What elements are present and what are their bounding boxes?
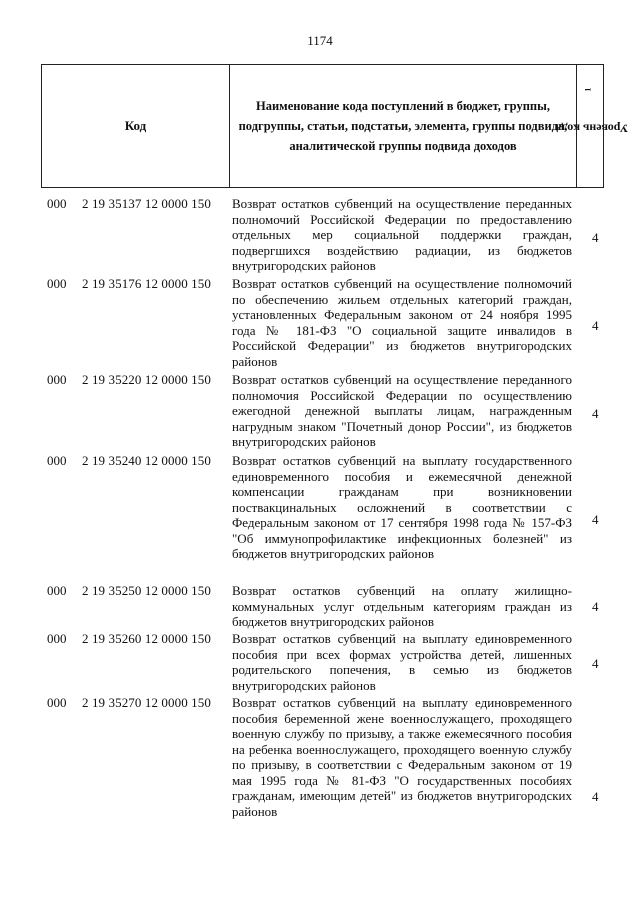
row-prefix: 000 [47,583,67,598]
row-prefix: 000 [47,372,67,387]
header-name: Наименование кода поступлений в бюджет, группы, подгруппы, статьи, подстатьи, элемента, группы подвида, аналитической группы подвида доходов [238,99,568,153]
header-level-text: Уровень кода [555,121,628,136]
row-code: 2 19 35176 12 0000 150 [82,276,211,291]
row-code: 2 19 35240 12 0000 150 [82,453,211,468]
row-name: Возврат остатков субвенций на выплату единовременного пособия при всех формах устройства детей, лишенных родительского попечения, в семью из бюджетов внутригородских районов [232,631,572,693]
row-name: Возврат остатков субвенций на осуществление полномочий по обеспечению жильем отдельных категорий граждан, установленных Федеральным законом от 24 ноября 1995 года № 181-ФЗ "О социальной защите инвалидов в Российской Федерации" из бюджетов внутригородских районов [232,276,572,369]
table-header [41,64,628,188]
header-code: Код [124,118,147,133]
column-divider [229,65,230,187]
row-code: 2 19 35220 12 0000 150 [82,372,211,387]
row-prefix: 000 [47,453,67,468]
row-level: 4 [592,789,599,804]
row-name: Возврат остатков субвенций на осуществление переданных полномочий Российской Федерации по предоставлению отдельных мер социальной поддержки граждан, подвергшихся воздействию радиации, из бюджетов внутригородских районов [232,196,572,273]
row-name: Возврат остатков субвенций на осуществление переданного полномочия Российской Федерации по осуществлению ежегодной денежной выплаты лицам, награжденным нагрудным знаком "Почетный донор России", из бюджетов внутригородских районов [232,372,572,449]
row-level: 4 [592,599,599,614]
row-code: 2 19 35137 12 0000 150 [82,196,211,211]
row-prefix: 000 [47,695,67,710]
row-prefix: 000 [47,196,67,211]
row-name: Возврат остатков субвенций на выплату единовременного пособия беременной жене военнослужащего, проходящего военную службу по призыву, а также ежемесячного пособия на ребенка военнослужащего, проходящего военную службу по призыву, в соответствии с Федеральным законом от 19 мая 1995 года № 81-ФЗ "О государственных пособиях гражданам, имеющим детей" из бюджетов внутригородских районов [232,695,572,819]
row-name: Возврат остатков субвенций на оплату жилищно-коммунальных услуг отдельным категориям граждан из бюджетов внутригородских районов [232,583,572,629]
row-code: 2 19 35250 12 0000 150 [82,583,211,598]
row-name: Возврат остатков субвенций на выплату государственного единовременного пособия и ежемесячной денежной компенсации гражданам при возникновении поствакцинальных осложнений в соответствии с Федеральным законом от 17 сентября 1998 года № 157-ФЗ "Об иммунопрофилактике инфекционных болезней" из бюджетов внутригородских районов [232,453,572,561]
row-code: 2 19 35260 12 0000 150 [82,631,211,646]
header-level-footnote: 1 [583,87,592,92]
row-level: 4 [592,656,599,671]
row-level: 4 [592,318,599,333]
page-number: 1174 [307,33,333,48]
row-level: 4 [592,512,599,527]
header-level [555,65,628,187]
row-prefix: 000 [47,631,67,646]
row-level: 4 [592,230,599,245]
row-prefix: 000 [47,276,67,291]
row-level: 4 [592,406,599,421]
header-level-label [555,87,628,165]
row-code: 2 19 35270 12 0000 150 [82,695,211,710]
